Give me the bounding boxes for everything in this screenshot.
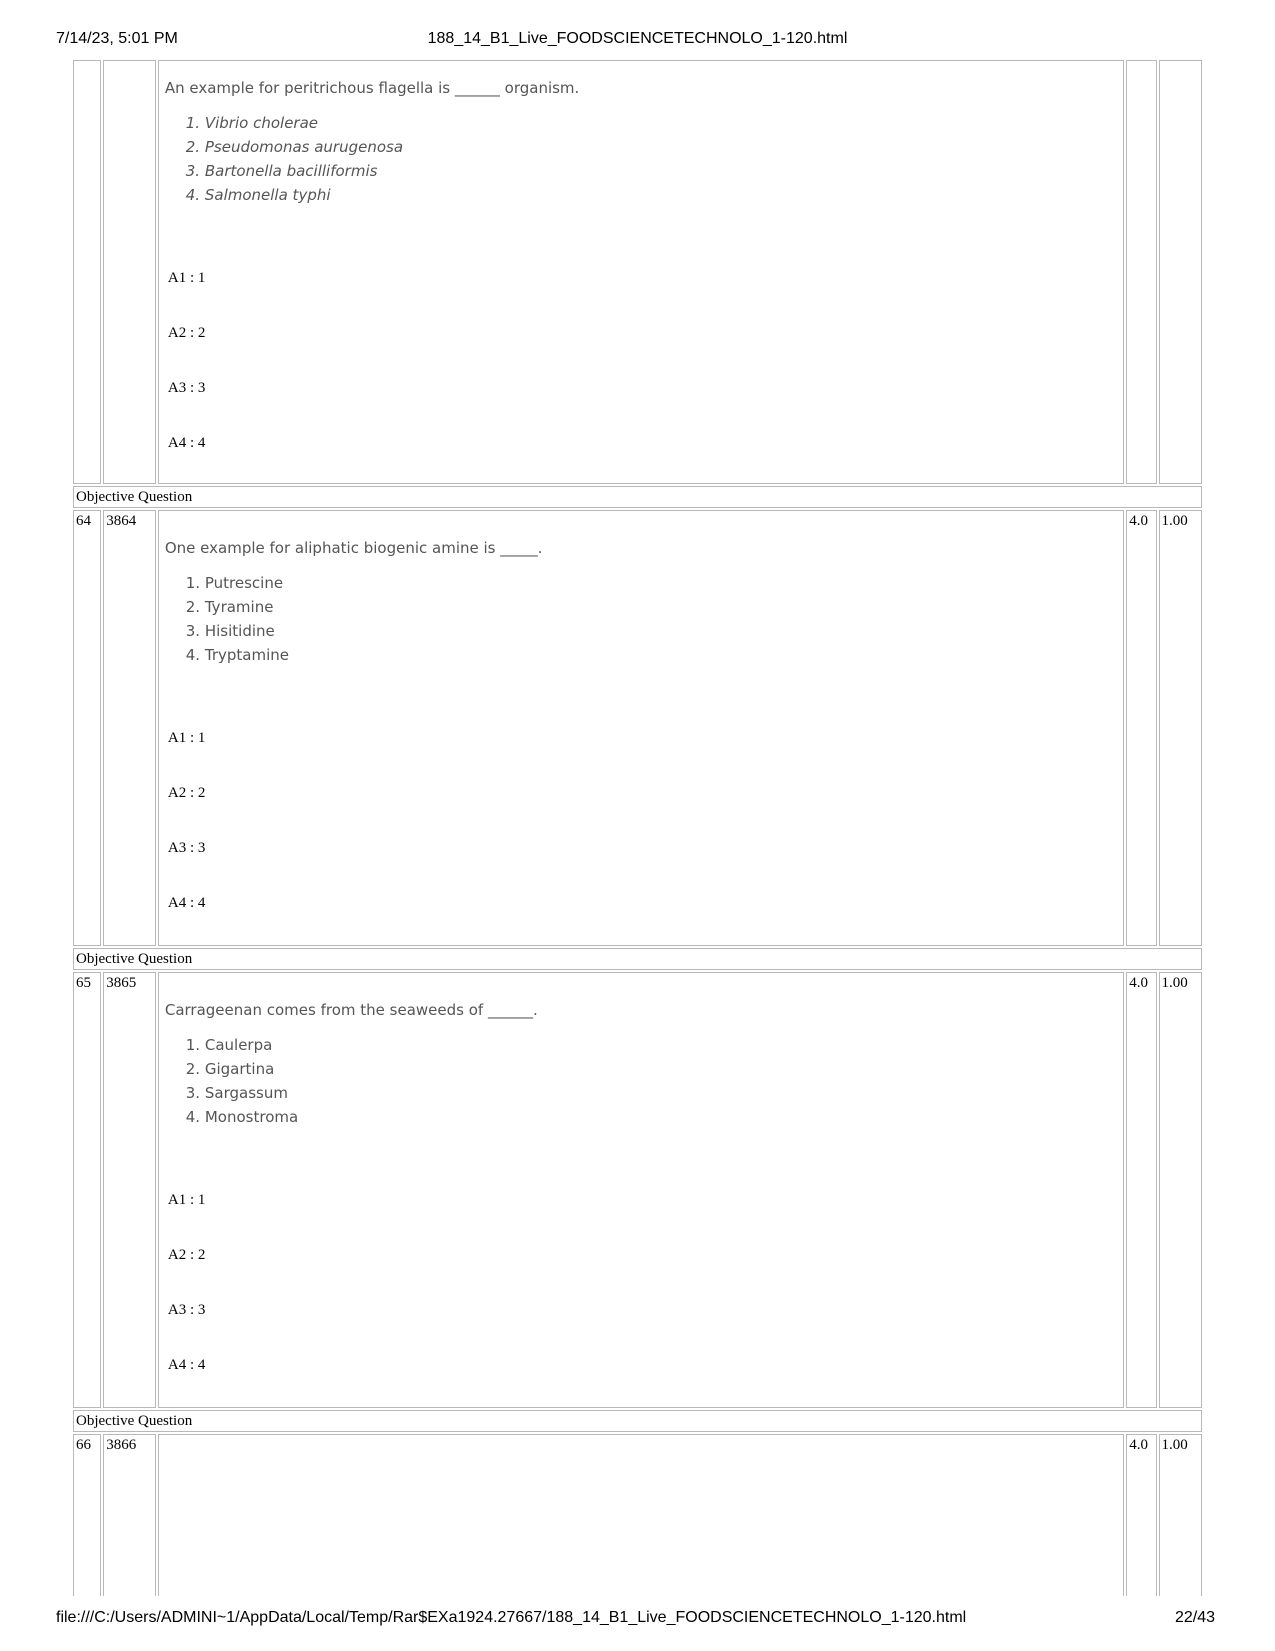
answer-key-list [161,729,1121,932]
page-number: 22/43 [1174,1609,1215,1626]
option-item: 4. Monostroma [205,1105,1121,1129]
question-paper [71,58,1204,1596]
negative-marks-value: 1.00 [1159,972,1202,1408]
question-row-continued [73,60,1202,484]
print-file-path: file:///C:/Users/ADMINI~1/AppData/Local/Temp/Rar$EXa1924.27667/188_14_B1_Live_FOODSCIENCETECHNOLO_1-120.html [56,1609,967,1626]
answer-key-item: A1 : 1 [167,1192,206,1208]
print-document-title: 188_14_B1_Live_FOODSCIENCETECHNOLO_1-120.html [427,30,848,47]
answer-key-item: A2 : 2 [167,785,206,801]
question-id-cell [103,60,156,484]
answer-key-item: A3 : 3 [167,380,206,396]
option-item: 3. Hisitidine [205,619,1121,643]
answer-key-list [161,269,1121,472]
question-body [158,510,1124,946]
question-id: 3865 [103,972,156,1408]
question-type-row [73,486,1202,508]
negative-marks-value: 1.00 [1159,510,1202,946]
question-row-partial [73,1434,1202,1596]
option-list [161,571,1121,667]
answer-key-item: A2 : 2 [167,1247,206,1263]
question-table [71,58,1204,1596]
answer-key-list [161,1191,1121,1394]
print-footer [0,1609,1275,1629]
option-item: 1. Caulerpa [205,1033,1121,1057]
question-row [73,510,1202,946]
question-stem: One example for aliphatic biogenic amine is _____. [164,539,543,557]
question-body [158,60,1124,484]
option-item: 2. Tyramine [205,595,1121,619]
option-list [161,111,1121,207]
answer-key-item: A3 : 3 [167,840,206,856]
question-type-label: Objective Question [73,486,1202,508]
option-item: 4. Tryptamine [205,643,1121,667]
marks-value: 4.0 [1126,1434,1156,1596]
question-type-row [73,948,1202,970]
answer-key-item: A4 : 4 [167,895,206,911]
question-type-label: Objective Question [73,948,1202,970]
question-id: 3866 [103,1434,156,1596]
answer-key-item: A1 : 1 [167,730,206,746]
marks-value: 4.0 [1126,972,1156,1408]
serial-number: 66 [73,1434,101,1596]
option-item: 2. Pseudomonas aurugenosa [205,135,1121,159]
serial-number: 64 [73,510,101,946]
answer-key-item: A1 : 1 [167,270,206,286]
question-body [158,1434,1124,1596]
answer-key-item: A2 : 2 [167,325,206,341]
marks-value: 4.0 [1126,510,1156,946]
answer-key-item: A3 : 3 [167,1302,206,1318]
print-datetime: 7/14/23, 5:01 PM [56,30,178,47]
option-item: 4. Salmonella typhi [205,183,1121,207]
answer-key-item: A4 : 4 [167,1357,206,1373]
option-item: 3. Sargassum [205,1081,1121,1105]
question-id: 3864 [103,510,156,946]
print-header [0,30,1275,50]
question-body [158,972,1124,1408]
question-type-label: Objective Question [73,1410,1202,1432]
option-item: 1. Vibrio cholerae [205,111,1121,135]
serial-cell [73,60,101,484]
option-item: 2. Gigartina [205,1057,1121,1081]
answer-key-item: A4 : 4 [167,435,206,451]
option-list [161,1033,1121,1129]
question-stem: An example for peritrichous flagella is ______ organism. [164,79,580,97]
serial-number: 65 [73,972,101,1408]
question-type-row [73,1410,1202,1432]
option-item: 1. Putrescine [205,571,1121,595]
question-stem: Carrageenan comes from the seaweeds of ______. [164,1001,538,1019]
negative-marks-cell [1159,60,1202,484]
question-row [73,972,1202,1408]
option-item: 3. Bartonella bacilliformis [205,159,1121,183]
negative-marks-value: 1.00 [1159,1434,1202,1596]
marks-cell [1126,60,1156,484]
